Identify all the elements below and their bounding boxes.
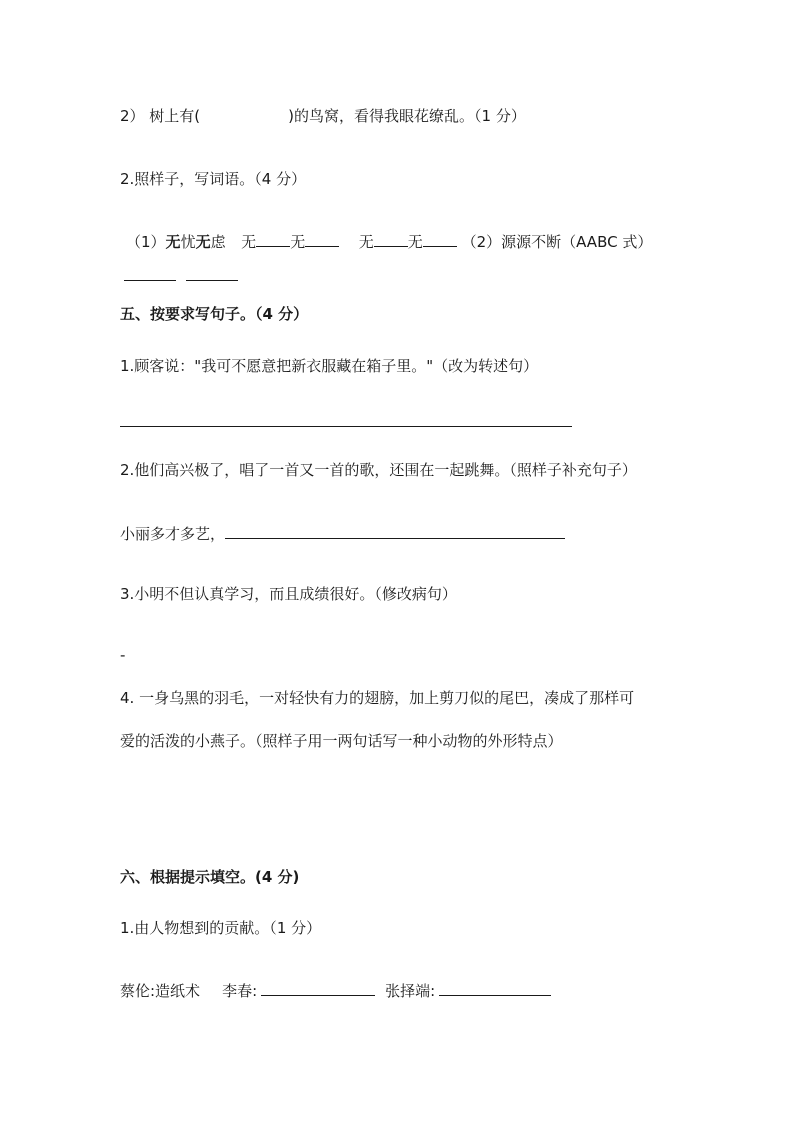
words-example-wu1: 无 bbox=[165, 233, 181, 251]
section-five-heading: 五、按要求写句子。（4 分） bbox=[120, 305, 309, 323]
words-part2-label: （2） bbox=[461, 233, 502, 251]
section-five-q1: 1.顾客说："我可不愿意把新衣服藏在箱子里。"（改为转述句） bbox=[120, 357, 539, 375]
section-five-q2-prompt: 小丽多才多艺， bbox=[120, 525, 226, 543]
section-five-q4-line1: 4. 一身乌黑的羽毛，一对轻快有力的翅膀，加上剪刀似的尾巴，凑成了那样可 bbox=[120, 689, 635, 707]
words-wu-b2: 无 bbox=[407, 233, 423, 251]
question-words-title: 2.照样子，写词语。（4 分） bbox=[120, 170, 307, 188]
section-five-q1-answer-line[interactable] bbox=[120, 426, 572, 427]
section-six-item2-label: 张择端: bbox=[385, 982, 436, 1000]
section-six-example: 蔡伦:造纸术 bbox=[120, 982, 201, 1000]
section-six-item1-label: 李春: bbox=[222, 982, 258, 1000]
section-five-q4-line2: 爱的活泼的小燕子。（照样子用一两句话写一种小动物的外形特点） bbox=[120, 732, 563, 750]
section-six-q1: 1.由人物想到的贡献。（1 分） bbox=[120, 919, 322, 937]
section-six-item1-blank[interactable] bbox=[261, 981, 375, 996]
section-five-q3: 3.小明不但认真学习，而且成绩很好。（修改病句） bbox=[120, 585, 457, 603]
words-wu-a1: 无 bbox=[241, 233, 257, 251]
section-five-q2-answer bbox=[120, 524, 565, 544]
words-part2-text: 源源不断（AABC 式） bbox=[501, 233, 653, 251]
words-blank-4[interactable] bbox=[423, 232, 457, 247]
words-wu-b1: 无 bbox=[358, 233, 374, 251]
section-five-q2: 2.他们高兴极了，唱了一首又一首的歌，还围在一起跳舞。（照样子补充句子） bbox=[120, 461, 637, 479]
section-six-heading: 六、根据提示填空。(4 分) bbox=[120, 868, 300, 886]
words-wu-a2: 无 bbox=[290, 233, 306, 251]
section-six-item2-blank[interactable] bbox=[439, 981, 551, 996]
section-five-q2-blank[interactable] bbox=[225, 524, 565, 539]
words-example-you: 忧 bbox=[180, 233, 196, 251]
words-blank-1[interactable] bbox=[256, 232, 290, 247]
question-words-row bbox=[126, 232, 652, 252]
words-blank-3[interactable] bbox=[374, 232, 408, 247]
words-blank-2[interactable] bbox=[305, 232, 339, 247]
words-answer-line-1[interactable] bbox=[124, 280, 176, 281]
words-part1-label: （1） bbox=[126, 233, 166, 251]
question-nest-line bbox=[120, 106, 526, 126]
nest-suffix: )的鸟窝，看得我眼花缭乱。（1 分） bbox=[288, 107, 526, 125]
words-example-wu2: 无 bbox=[195, 233, 211, 251]
words-answer-line-2[interactable] bbox=[186, 280, 238, 281]
section-five-q3-mark: - bbox=[120, 646, 126, 664]
nest-prefix: 2） 树上有( bbox=[120, 107, 201, 125]
words-example-lv: 虑 bbox=[210, 233, 226, 251]
section-six-answer-row bbox=[120, 981, 551, 1001]
